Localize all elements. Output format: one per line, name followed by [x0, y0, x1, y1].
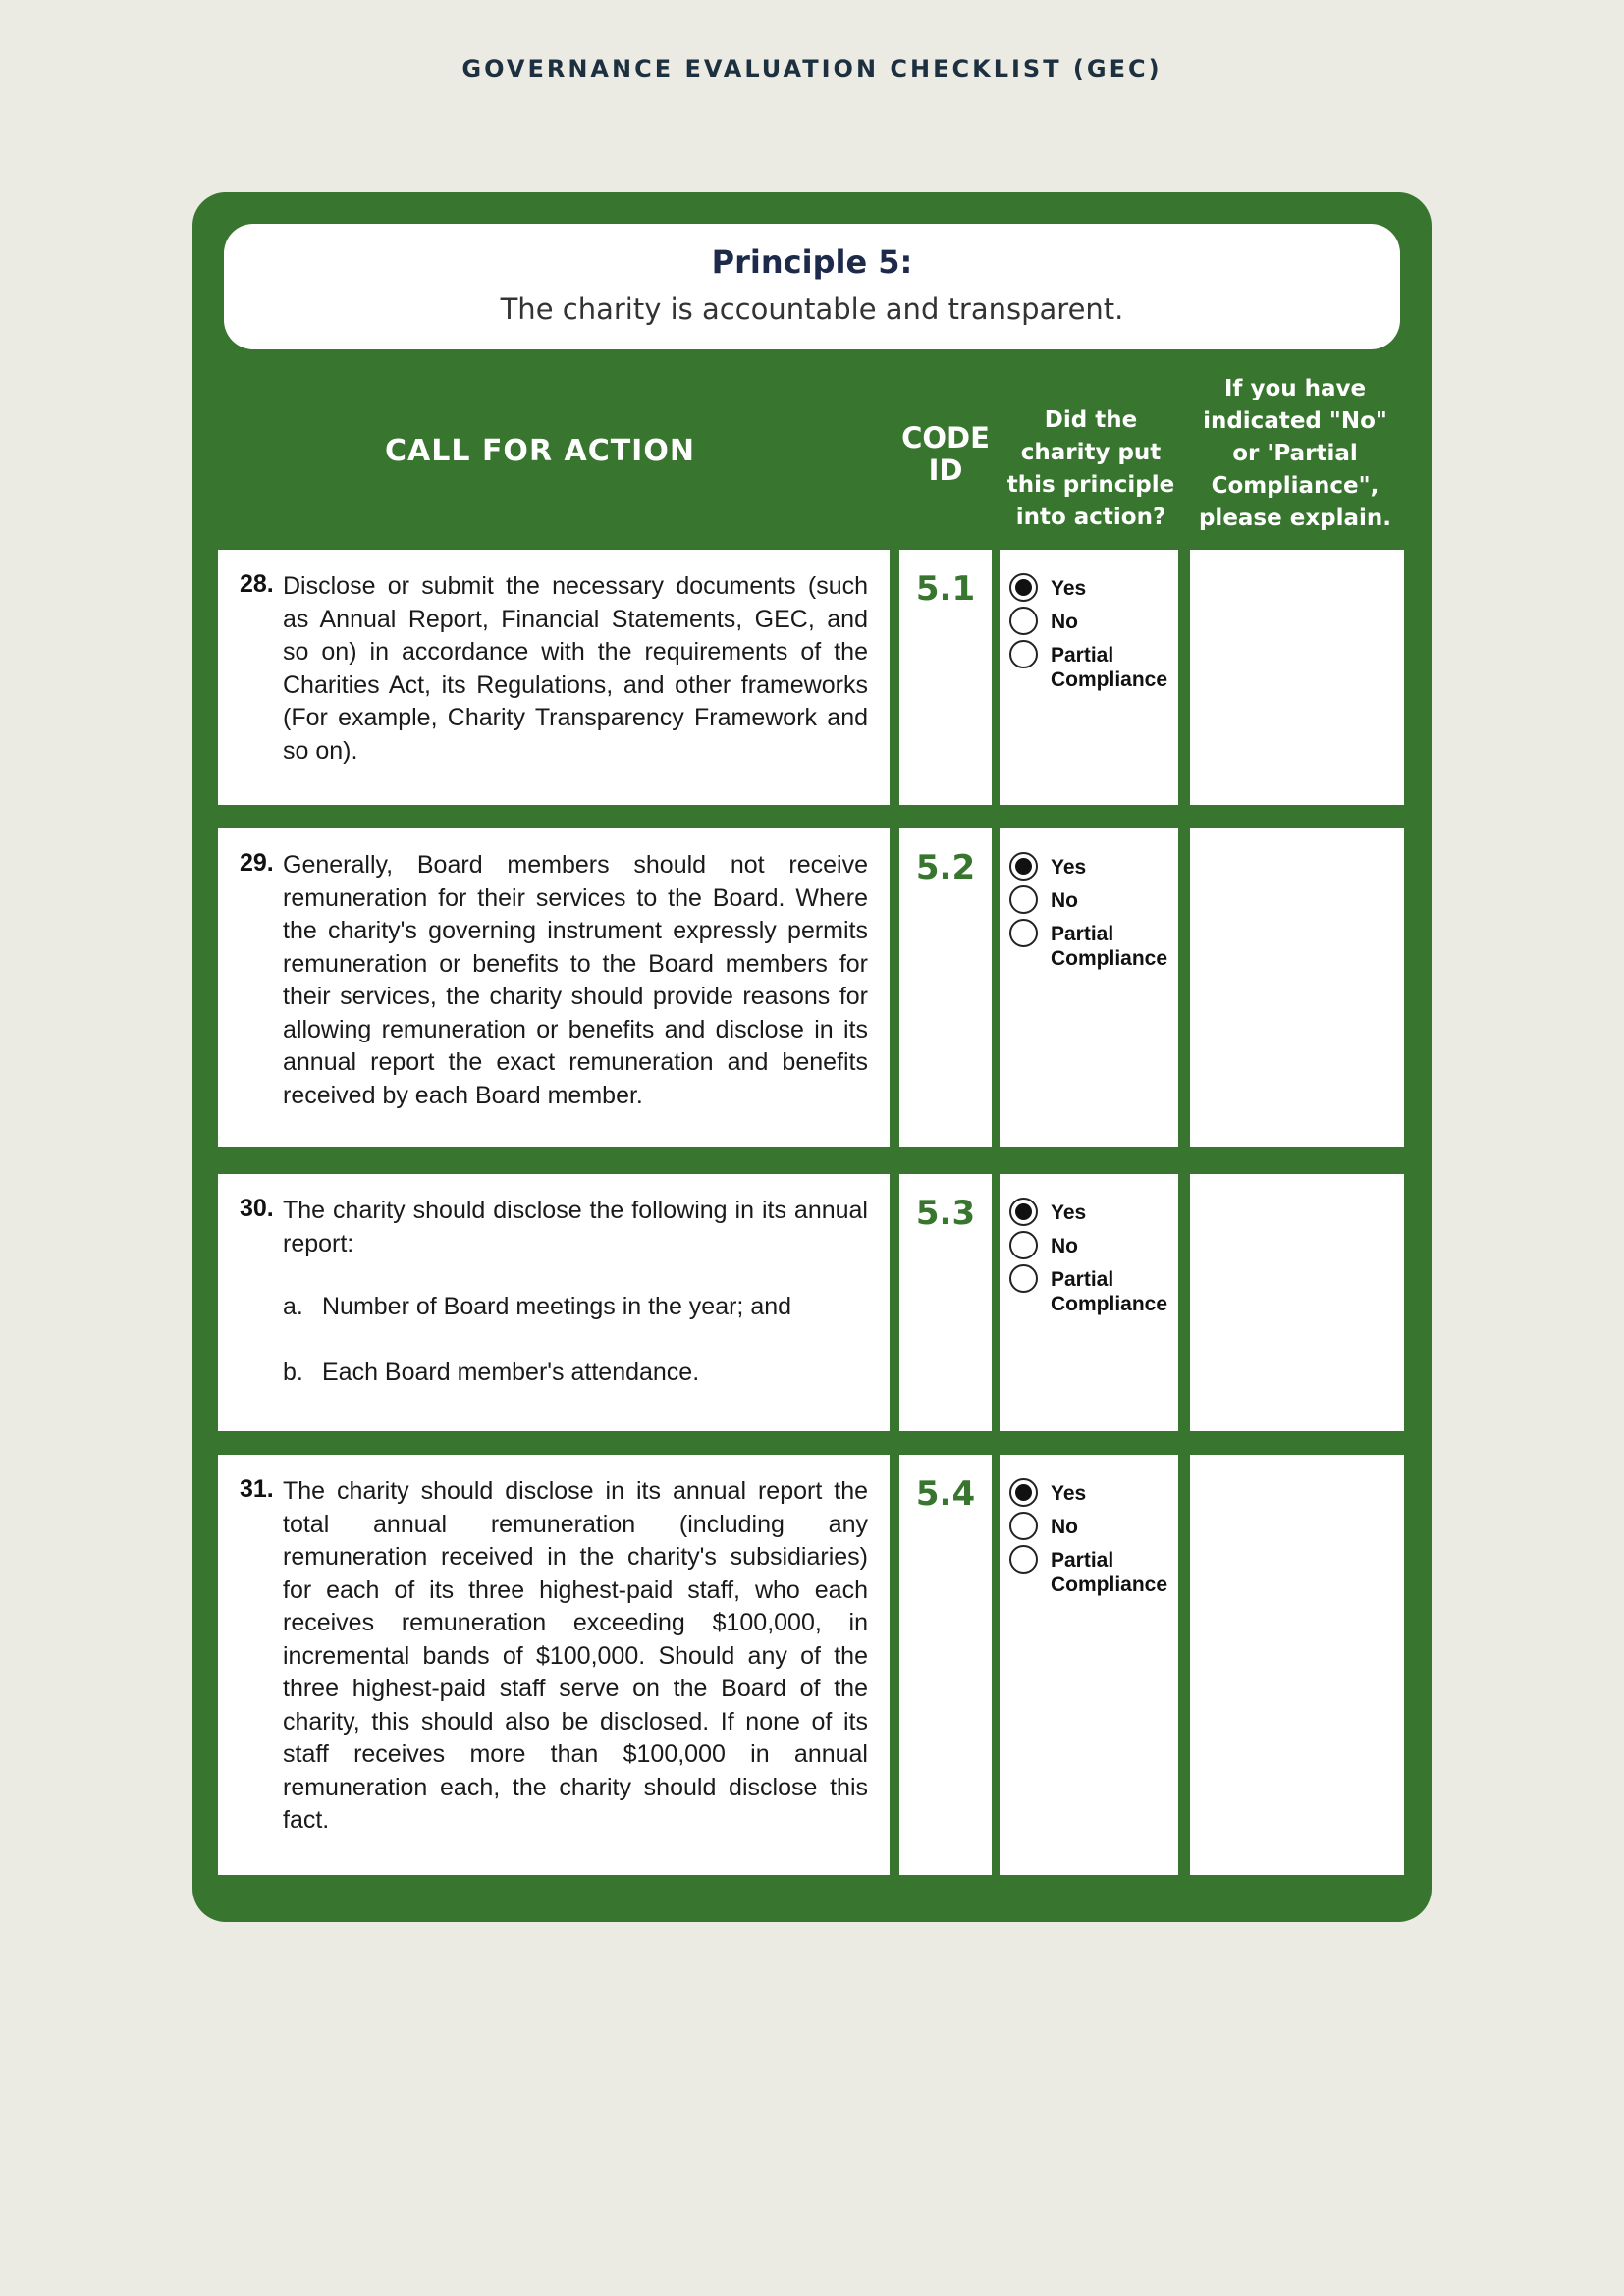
explanation-field[interactable]	[1190, 828, 1404, 1147]
response-cell	[1000, 550, 1178, 805]
item-text: The charity should disclose in its annual report the total annual remuneration (including any remuneration received in the charity's subsidiaries) for each of its three highest-paid staff, who each receives remuneration exceeding $100,000, in incremental bands of $100,000. Should any of the three highest-paid staff serve on the Board of the charity, this should also be disclosed. If none of its staff receives more than $100,000 in annual remuneration each, the charity should disclose this fact.	[283, 1477, 868, 1834]
explanation-field[interactable]	[1190, 1174, 1404, 1431]
sub-item-text: Each Board member's attendance.	[322, 1359, 700, 1386]
page-title: GOVERNANCE EVALUATION CHECKLIST (GEC)	[461, 55, 1163, 82]
column-header-explain: If you have indicated "No" or 'Partial Compliance", please explain.	[1198, 376, 1392, 531]
radio-checked-icon[interactable]	[1009, 573, 1038, 602]
radio-unchecked-icon[interactable]	[1009, 1545, 1038, 1574]
item-number: 31.	[240, 1475, 274, 1503]
code-id: 5.2	[915, 848, 976, 887]
item-text: The charity should disclose the following in its annual report:	[283, 1197, 868, 1257]
code-id-cell	[899, 1455, 992, 1875]
call-for-action-cell	[218, 1455, 890, 1875]
item-text: Generally, Board members should not receive remuneration for their services to the Board. Where the charity's governing instrument expressly permits remuneration or benefits to the Board members for their services, the charity should provide reasons for allowing remuneration or benefits and disclose in its annual report the exact remuneration and benefits received by each Board member.	[283, 851, 868, 1109]
response-cell	[1000, 1174, 1178, 1431]
radio-unchecked-icon[interactable]	[1009, 919, 1038, 947]
column-header-call-for-action: CALL FOR ACTION	[385, 434, 695, 468]
response-cell	[1000, 828, 1178, 1147]
option-label: Partial Compliance	[1051, 1268, 1168, 1315]
option-label: No	[1051, 889, 1078, 912]
item-number: 29.	[240, 849, 274, 877]
radio-checked-icon[interactable]	[1009, 852, 1038, 881]
radio-unchecked-icon[interactable]	[1009, 607, 1038, 635]
sub-item	[283, 1359, 699, 1387]
option-label: Yes	[1051, 577, 1087, 600]
radio-checked-icon[interactable]	[1009, 1198, 1038, 1226]
option-label: Partial Compliance	[1051, 1549, 1168, 1596]
response-cell	[1000, 1455, 1178, 1875]
sub-item	[283, 1293, 791, 1321]
column-header-did-charity: Did the charity put this principle into action?	[1006, 407, 1175, 530]
code-id: 5.4	[915, 1474, 976, 1514]
radio-checked-icon[interactable]	[1009, 1478, 1038, 1507]
principle-title: Principle 5:	[711, 243, 913, 281]
table-row	[192, 1174, 1432, 1431]
principle-banner	[224, 224, 1400, 349]
option-label: Yes	[1051, 856, 1087, 879]
radio-unchecked-icon[interactable]	[1009, 1512, 1038, 1540]
option-label: Partial Compliance	[1051, 923, 1168, 970]
option-label: No	[1051, 611, 1078, 633]
sub-item-letter: a.	[283, 1293, 303, 1320]
sub-item-text: Number of Board meetings in the year; and	[322, 1293, 792, 1320]
option-label: Yes	[1051, 1201, 1087, 1224]
explanation-field[interactable]	[1190, 550, 1404, 805]
radio-unchecked-icon[interactable]	[1009, 1264, 1038, 1293]
explanation-field[interactable]	[1190, 1455, 1404, 1875]
principle-subtitle: The charity is accountable and transparent.	[500, 293, 1124, 326]
call-for-action-cell	[218, 550, 890, 805]
call-for-action-cell	[218, 1174, 890, 1431]
option-label: Yes	[1051, 1482, 1087, 1505]
option-label: No	[1051, 1235, 1078, 1257]
option-label: Partial Compliance	[1051, 644, 1168, 691]
sub-item-letter: b.	[283, 1359, 303, 1386]
table-row	[192, 550, 1432, 805]
option-label: No	[1051, 1516, 1078, 1538]
item-number: 28.	[240, 570, 274, 598]
code-id-cell	[899, 550, 992, 805]
code-id-cell	[899, 828, 992, 1147]
radio-unchecked-icon[interactable]	[1009, 885, 1038, 914]
principle-card	[192, 192, 1432, 1922]
code-id-cell	[899, 1174, 992, 1431]
table-row	[192, 1455, 1432, 1875]
table-row	[192, 828, 1432, 1147]
code-id: 5.1	[915, 569, 976, 609]
item-text: Disclose or submit the necessary documents (such as Annual Report, Financial Statements, GEC, and so on) in accordance with the requirements of the Charities Act, its Regulations, and other frameworks (For example, Charity Transparency Framework and so on).	[283, 572, 868, 765]
item-number: 30.	[240, 1195, 274, 1222]
call-for-action-cell	[218, 828, 890, 1147]
radio-unchecked-icon[interactable]	[1009, 1231, 1038, 1259]
radio-unchecked-icon[interactable]	[1009, 640, 1038, 668]
column-header-code-id: CODE ID	[901, 421, 990, 487]
code-id: 5.3	[915, 1194, 976, 1233]
